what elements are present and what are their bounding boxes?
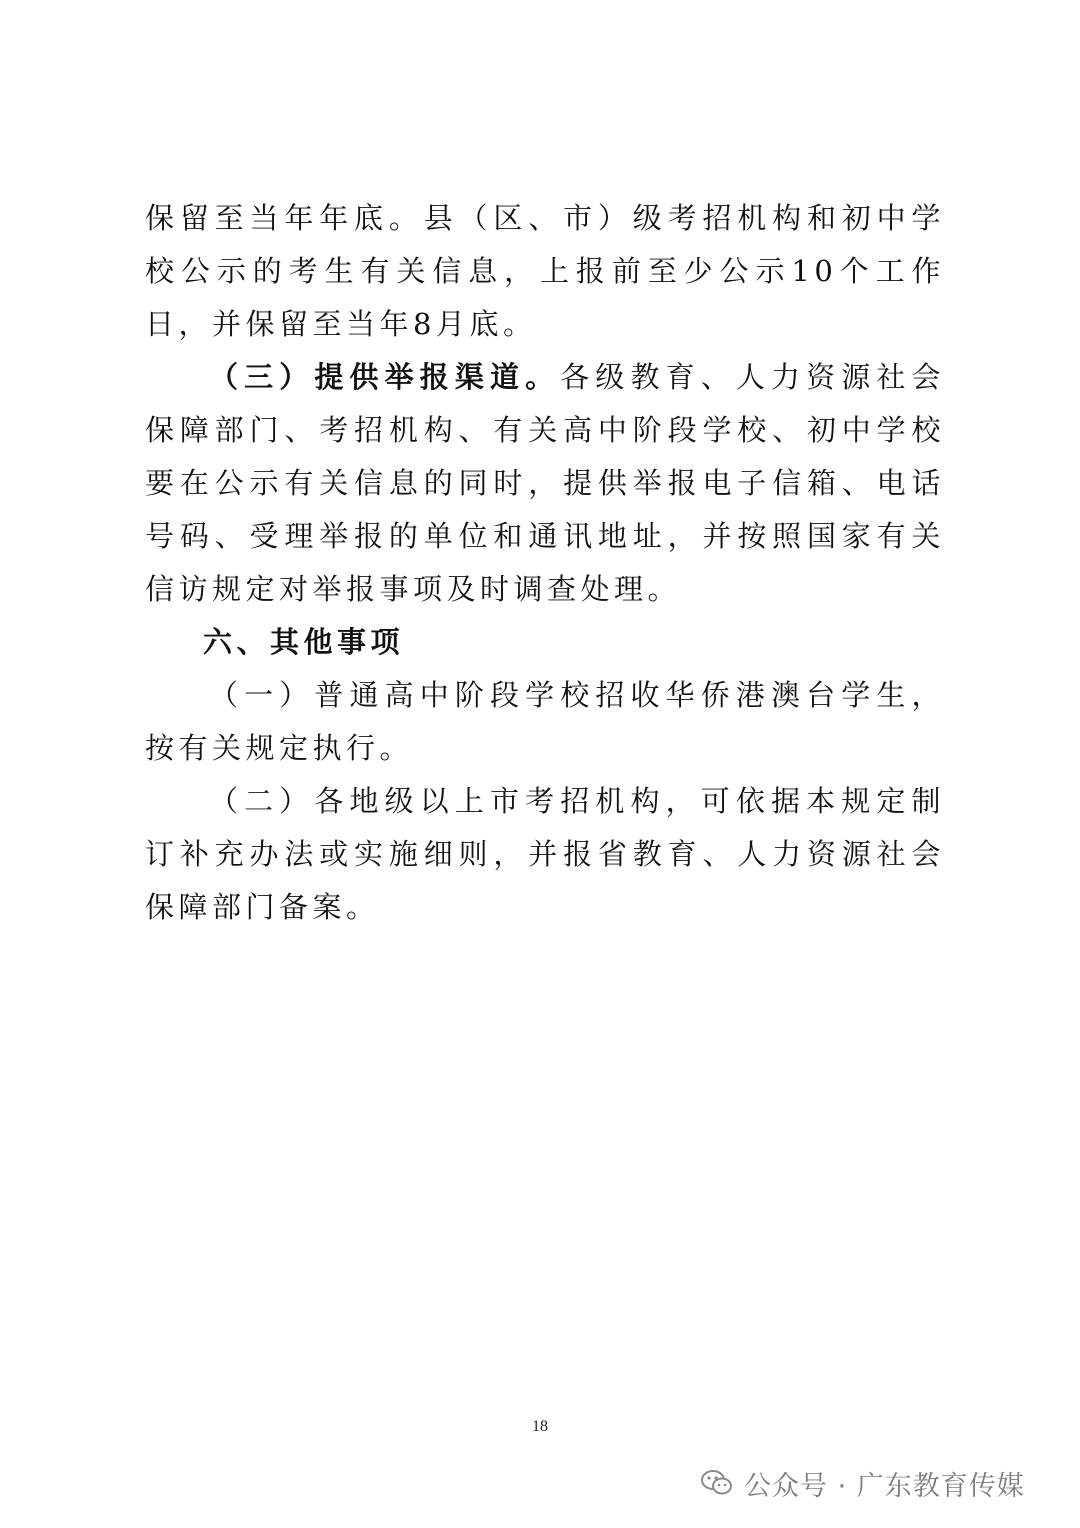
paragraph-report-channel [145, 351, 945, 616]
watermark-text: 公众号 · 广东教育传媒 [744, 1470, 1025, 1502]
paragraph-lead: （三）提供举报渠道。 [209, 360, 561, 394]
paragraph-item-one: （一）普通高中阶段学校招收华侨港澳台学生，按有关规定执行。 [145, 678, 945, 765]
paragraph-body: 各级教育、人力资源社会保障部门、考招机构、有关高中阶段学校、初中学校要在公示有关信息的同时，提供举报电子信箱、电话号码、受理举报的单位和通讯地址，并按照国家有关信访规定对举报事项及时调查处理。 [145, 360, 945, 606]
page-number: 18 [532, 1418, 548, 1435]
document-body [145, 192, 945, 934]
paragraph-continuation: 保留至当年年底。县（区、市）级考招机构和初中学校公示的考生有关信息，上报前至少公示10个工作日，并保留至当年8月底。 [145, 201, 945, 341]
watermark [700, 1458, 1025, 1508]
section-heading: 六、其他事项 [203, 625, 405, 659]
paragraph-item-two: （二）各地级以上市考招机构，可依据本规定制订补充办法或实施细则，并报省教育、人力资源社会保障部门备案。 [145, 784, 945, 924]
wechat-icon [700, 1468, 734, 1498]
